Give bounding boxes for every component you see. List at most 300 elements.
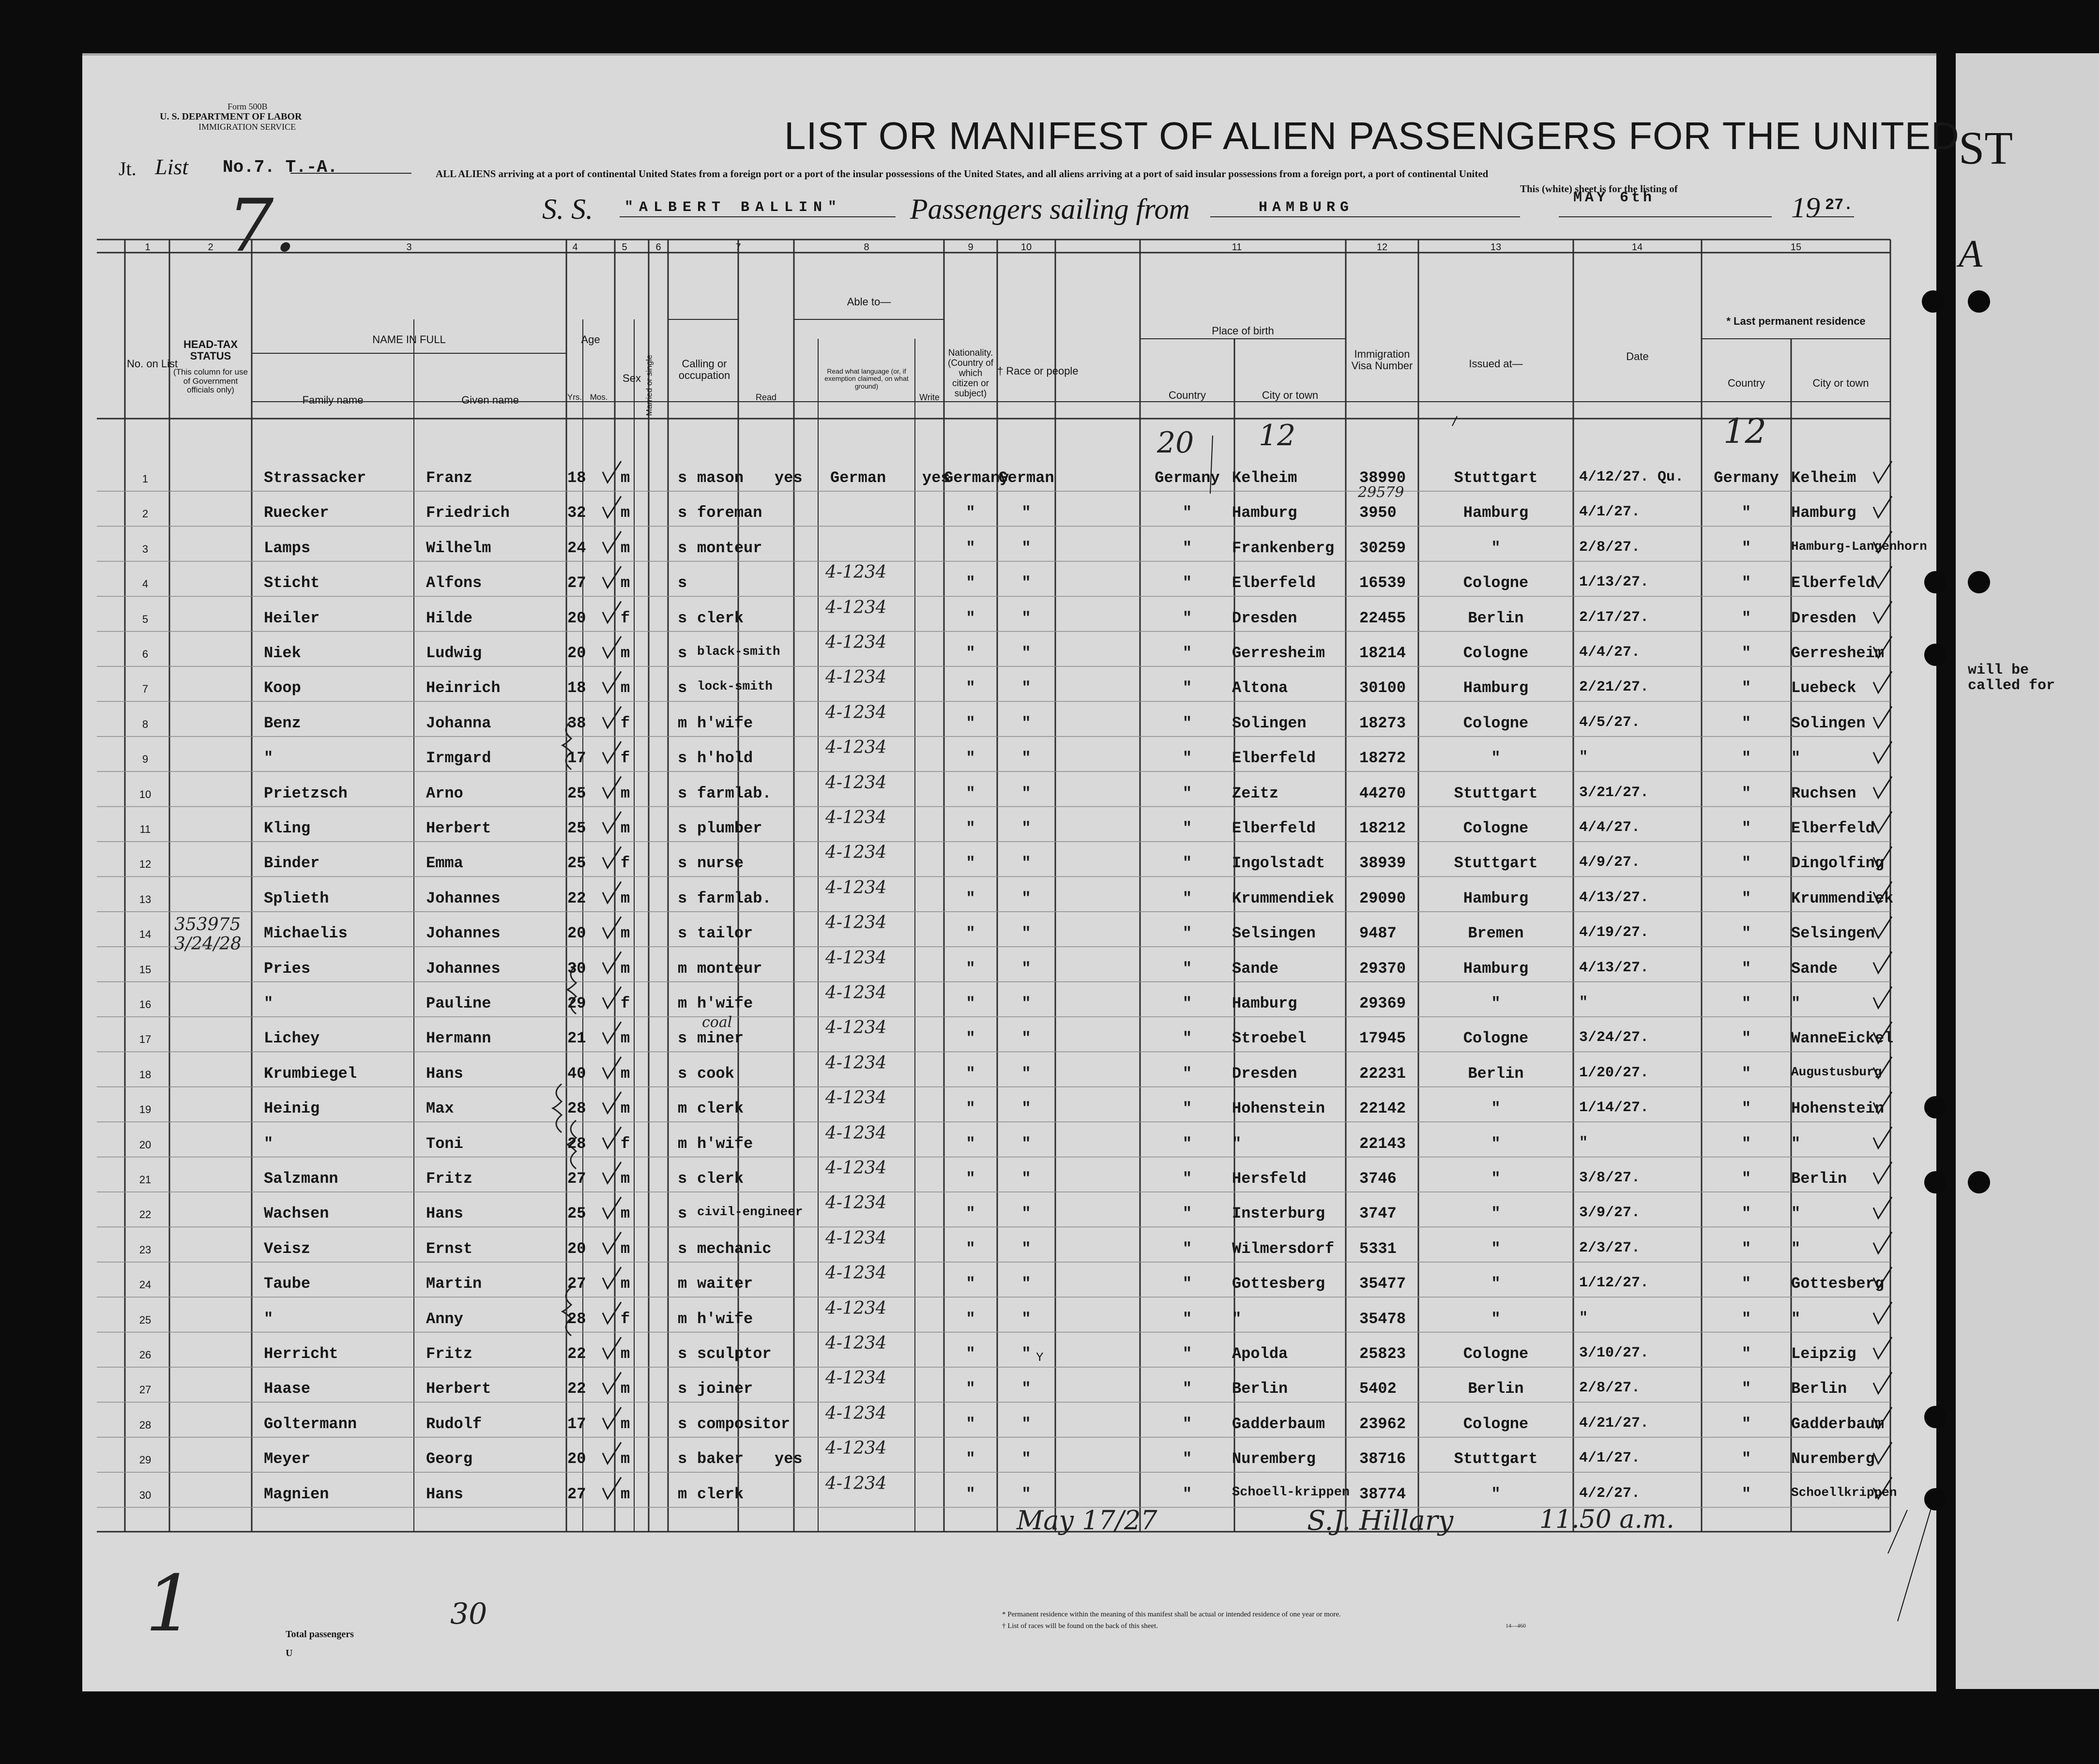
check-mark xyxy=(1873,917,1892,938)
given-name-cell: Hans xyxy=(426,1205,463,1223)
check-mark xyxy=(1873,952,1892,973)
birth-city-cell: Zeitz xyxy=(1232,784,1279,802)
check-mark xyxy=(603,812,621,833)
race-cell: " xyxy=(1021,1029,1031,1048)
footer-note-2: † List of races will be found on the back of this sheet. xyxy=(1002,1622,1158,1630)
occupation-cell: tailor xyxy=(697,924,753,943)
header-write: Write xyxy=(919,392,940,402)
check-mark xyxy=(1873,1372,1892,1393)
signature-date: May 17/27 xyxy=(1017,1505,1157,1536)
birth-city-cell: Gerresheim xyxy=(1232,644,1325,662)
issued-at-cell: Cologne xyxy=(1463,1415,1529,1433)
column-number: 8 xyxy=(864,242,869,253)
row-number: 21 xyxy=(139,1174,152,1186)
language-code-annotation: 4-1234 xyxy=(825,772,887,793)
header-read-language: Read what language (or, if exemption claimed, on what ground) xyxy=(824,367,909,390)
signature-name: S.J. Hillary xyxy=(1307,1505,1454,1537)
age-years-cell: 25 xyxy=(567,819,586,837)
check-mark xyxy=(1873,496,1892,517)
manifest-subtitle-1: ALL ALIENS arriving at a port of continental United States from a foreign port or a port of the insular possessions of the United States, and all aliens arriving at a port of said insular possessions from a foreign port, a port of continental United xyxy=(436,168,1489,180)
footer-total-label: Total passengers xyxy=(286,1629,354,1640)
given-name-cell: Friedrich xyxy=(426,504,510,522)
sailing-label: Passengers sailing from xyxy=(910,193,1190,225)
issued-at-cell: Cologne xyxy=(1463,1345,1529,1363)
check-mark xyxy=(603,1127,621,1148)
nationality-cell: " xyxy=(966,574,975,592)
residence-country-cell: " xyxy=(1741,679,1751,697)
sex-cell: m xyxy=(621,1064,630,1083)
check-mark xyxy=(603,1162,621,1183)
birth-country-cell: " xyxy=(1182,539,1192,557)
marital-status-cell: s xyxy=(678,574,687,592)
occupation-cell: compositor xyxy=(697,1415,791,1433)
nationality-cell: " xyxy=(966,504,975,522)
language-code-annotation: 4-1234 xyxy=(825,948,887,968)
given-name-cell: Hans xyxy=(426,1064,463,1083)
form-service: IMMIGRATION SERVICE xyxy=(198,122,296,132)
age-years-cell: 20 xyxy=(567,1450,586,1468)
read-cell: yes xyxy=(775,469,803,487)
occupation-cell: clerk xyxy=(697,1100,744,1118)
check-mark xyxy=(1873,671,1892,693)
column-number: 10 xyxy=(1020,242,1032,253)
check-mark xyxy=(603,1337,621,1358)
birth-country-cell: " xyxy=(1182,679,1192,697)
header-date: Date xyxy=(1626,350,1649,362)
row-number: 29 xyxy=(139,1454,152,1466)
occupation-cell: h'hold xyxy=(697,749,753,768)
race-cell: " xyxy=(1021,924,1031,943)
column-number: 1 xyxy=(145,242,151,253)
row-number: 30 xyxy=(139,1489,152,1501)
date-cell: 4/13/27. xyxy=(1579,959,1649,976)
birth-country-cell: " xyxy=(1182,1170,1192,1188)
birth-city-cell: Apolda xyxy=(1232,1345,1288,1363)
check-mark xyxy=(1873,1302,1892,1324)
sex-cell: m xyxy=(621,784,630,802)
visa-number-cell: 30259 xyxy=(1359,539,1406,557)
marital-status-cell: m xyxy=(678,959,687,978)
visa-number-cell: 16539 xyxy=(1359,574,1406,592)
marital-status-cell: s xyxy=(678,819,687,837)
marital-status-cell: s xyxy=(678,609,687,627)
residence-country-cell: " xyxy=(1741,1485,1751,1503)
family-name-cell: Taube xyxy=(264,1275,311,1293)
form-number: Form 500B xyxy=(228,102,268,111)
check-mark xyxy=(603,1302,621,1324)
row-number: 14 xyxy=(139,928,152,941)
nationality-cell: " xyxy=(966,1064,975,1083)
check-mark xyxy=(1873,987,1892,1008)
birth-country-cell: " xyxy=(1182,854,1192,873)
binding-hole xyxy=(1924,1488,1947,1510)
birth-city-cell: Berlin xyxy=(1232,1380,1288,1398)
header-read: Read xyxy=(755,392,777,402)
language-code-annotation: 4-1234 xyxy=(825,667,887,688)
race-cell: " xyxy=(1021,819,1031,837)
header-age: Age xyxy=(581,333,600,346)
birth-country-cell: " xyxy=(1182,924,1192,943)
age-years-cell: 25 xyxy=(567,784,586,802)
marital-status-cell: s xyxy=(678,1239,687,1258)
issued-at-cell: Cologne xyxy=(1463,1029,1529,1048)
birth-country-cell: " xyxy=(1182,1275,1192,1293)
race-cell: German xyxy=(998,469,1054,487)
residence-city-cell: WanneEickel xyxy=(1791,1029,1894,1048)
birth-city-cell: Nuremberg xyxy=(1232,1450,1316,1468)
occupation-cell: farmlab. xyxy=(697,889,772,907)
header-last-residence: * Last permanent residence xyxy=(1726,315,1866,327)
birth-country-cell: " xyxy=(1182,995,1192,1012)
residence-country-cell: " xyxy=(1741,1380,1751,1398)
nationality-cell: " xyxy=(966,1170,975,1188)
nationality-cell: " xyxy=(966,995,975,1012)
issued-at-cell: " xyxy=(1491,1310,1501,1328)
check-mark xyxy=(1873,1232,1892,1253)
check-mark xyxy=(1873,602,1892,623)
marital-status-cell: s xyxy=(678,644,687,662)
annotation-birth-city: 12 xyxy=(1259,419,1296,452)
marital-status-cell: m xyxy=(678,1134,687,1153)
occupation-cell: baker xyxy=(697,1450,744,1468)
issued-at-cell: Berlin xyxy=(1468,609,1524,627)
age-years-cell: 27 xyxy=(567,574,586,592)
list-prefix: Jt. xyxy=(119,158,137,180)
occupation-cell: mason xyxy=(697,469,744,487)
binding-hole xyxy=(1924,1171,1947,1193)
age-years-cell: 21 xyxy=(567,1029,586,1048)
header-given-name: Given name xyxy=(461,394,519,406)
annotation-visa-alt: 29579 xyxy=(1358,484,1404,501)
language-code-annotation: 4-1234 xyxy=(825,738,887,758)
family-name-cell: " xyxy=(264,749,274,768)
issued-at-cell: Stuttgart xyxy=(1454,784,1538,802)
date-cell: 1/13/27. xyxy=(1579,574,1649,591)
given-name-cell: Arno xyxy=(426,784,463,802)
check-mark xyxy=(1873,461,1892,482)
race-cell: " xyxy=(1021,1415,1031,1433)
sex-cell: f xyxy=(621,1134,630,1153)
binding-hole xyxy=(1968,571,1990,593)
family-name-cell: Sticht xyxy=(264,574,320,592)
age-years-cell: 24 xyxy=(567,539,586,557)
marital-status-cell: m xyxy=(678,1485,687,1503)
occupation-cell: mechanic xyxy=(697,1239,772,1258)
check-mark xyxy=(603,1197,621,1218)
birth-city-cell: Wilmersdorf xyxy=(1232,1239,1335,1258)
occupation-cell: lock-smith xyxy=(697,679,773,694)
race-cell: " xyxy=(1021,1100,1031,1118)
sex-cell: m xyxy=(621,679,630,697)
birth-city-cell: Sande xyxy=(1232,959,1279,978)
sex-cell: m xyxy=(621,889,630,907)
marital-status-cell: m xyxy=(678,714,687,732)
marital-status-cell: m xyxy=(678,1310,687,1328)
annotation-res-country: 12 xyxy=(1723,411,1767,451)
row-number: 27 xyxy=(139,1384,152,1396)
occupation-cell: h'wife xyxy=(697,714,753,732)
given-name-cell: Fritz xyxy=(426,1345,473,1363)
row-number: 7 xyxy=(142,683,149,695)
issued-at-cell: Berlin xyxy=(1468,1064,1524,1083)
occupation-cell: farmlab. xyxy=(697,784,772,802)
issued-at-cell: Cologne xyxy=(1463,714,1529,732)
visa-number-cell: 22455 xyxy=(1359,609,1406,627)
birth-city-cell: " xyxy=(1232,1310,1242,1328)
language-code-annotation: 4-1234 xyxy=(825,808,887,828)
date-cell: 3/10/27. xyxy=(1579,1345,1649,1361)
age-years-cell: 27 xyxy=(567,1275,586,1293)
visa-number-cell: 18212 xyxy=(1359,819,1406,837)
birth-country-cell: " xyxy=(1182,1029,1192,1048)
date-cell: " xyxy=(1579,749,1588,766)
header-res-city: City or town xyxy=(1812,377,1869,389)
residence-city-cell: Elberfeld xyxy=(1791,819,1875,837)
binding-hole xyxy=(1968,290,1990,313)
residence-city-cell: Dingolfing xyxy=(1791,854,1885,873)
row-number: 26 xyxy=(139,1349,152,1361)
marital-status-cell: s xyxy=(678,854,687,873)
header-res-country: Country xyxy=(1727,377,1765,389)
residence-country-cell: " xyxy=(1741,1029,1751,1048)
race-cell: " xyxy=(1021,539,1031,557)
date-cell: 1/20/27. xyxy=(1579,1064,1649,1081)
check-mark xyxy=(603,1092,621,1113)
birth-city-cell: Stroebel xyxy=(1232,1029,1307,1048)
birth-country-cell: " xyxy=(1182,959,1192,978)
family-name-cell: Strassacker xyxy=(264,469,366,487)
family-name-cell: Salzmann xyxy=(264,1170,338,1188)
column-number: 4 xyxy=(572,242,578,253)
marital-status-cell: s xyxy=(678,889,687,907)
check-mark xyxy=(1873,1127,1892,1148)
birth-country-cell: " xyxy=(1182,1310,1192,1328)
date-cell: 4/1/27. xyxy=(1579,504,1641,521)
occupation-cell: h'wife xyxy=(697,1310,753,1328)
given-name-cell: Hermann xyxy=(426,1029,491,1048)
header-birth-city: City or town xyxy=(1262,389,1319,401)
family-name-cell: Magnien xyxy=(264,1485,329,1503)
column-number: 9 xyxy=(968,242,973,253)
date-cell: 3/21/27. xyxy=(1579,784,1649,801)
given-name-cell: Emma xyxy=(426,854,463,873)
residence-city-cell: Dresden xyxy=(1791,609,1856,627)
residence-city-cell: " xyxy=(1791,749,1801,768)
birth-city-cell: Solingen xyxy=(1232,714,1307,732)
check-mark xyxy=(603,1057,621,1078)
check-mark xyxy=(1873,812,1892,833)
occupation-cell: clerk xyxy=(697,609,744,627)
manifest-title: LIST OR MANIFEST OF ALIEN PASSENGERS FOR THE UNITED xyxy=(784,114,1960,157)
nationality-cell: " xyxy=(966,854,975,873)
visa-number-cell: 29369 xyxy=(1359,995,1406,1012)
birth-country-cell: " xyxy=(1182,1064,1192,1083)
language-code-annotation: 4-1234 xyxy=(825,1438,887,1459)
birth-city-cell: Gottesberg xyxy=(1232,1275,1325,1293)
nationality-cell: " xyxy=(966,959,975,978)
residence-country-cell: " xyxy=(1741,995,1751,1012)
check-mark xyxy=(603,496,621,517)
sex-cell: f xyxy=(621,1310,630,1328)
given-name-cell: Johanna xyxy=(426,714,491,732)
sex-cell: m xyxy=(621,469,630,487)
header-place-of-birth: Place of birth xyxy=(1212,325,1274,337)
date-cell: 4/12/27. Qu. xyxy=(1579,469,1684,485)
race-cell: " xyxy=(1021,995,1031,1012)
issued-at-cell: " xyxy=(1491,1170,1501,1188)
language-code-annotation: 4-1234 xyxy=(825,702,887,723)
column-number: 13 xyxy=(1490,242,1502,253)
issued-at-cell: " xyxy=(1491,749,1501,768)
date-cell: " xyxy=(1579,995,1588,1011)
year-prefix: 19 xyxy=(1791,192,1820,224)
date-cell: 1/12/27. xyxy=(1579,1275,1649,1292)
race-cell: " xyxy=(1021,784,1031,802)
visa-number-cell: 38939 xyxy=(1359,854,1406,873)
annotation-head-tax-1: 353975 xyxy=(174,915,241,935)
residence-city-cell: Hohenstein xyxy=(1791,1100,1885,1118)
visa-number-cell: 18273 xyxy=(1359,714,1406,732)
residence-city-cell: Elberfeld xyxy=(1791,574,1875,592)
residence-city-cell: Gottesberg xyxy=(1791,1275,1885,1293)
age-years-cell: 28 xyxy=(567,1310,586,1328)
family-name-cell: Goltermann xyxy=(264,1415,357,1433)
visa-number-cell: 38716 xyxy=(1359,1450,1406,1468)
date-cell: 2/8/27. xyxy=(1579,539,1641,556)
residence-city-cell: Krummendiek xyxy=(1791,889,1894,907)
row-number: 9 xyxy=(142,753,149,766)
issued-at-cell: " xyxy=(1491,1275,1501,1293)
marital-status-cell: s xyxy=(678,469,687,487)
family-name-cell: Krumbiegel xyxy=(264,1064,357,1083)
residence-city-cell: Nuremberg xyxy=(1791,1450,1875,1468)
residence-country-cell: " xyxy=(1741,574,1751,592)
visa-number-cell: 30100 xyxy=(1359,679,1406,697)
row-number: 10 xyxy=(139,788,152,800)
residence-country-cell: " xyxy=(1741,714,1751,732)
visa-number-cell: 5402 xyxy=(1359,1380,1397,1398)
race-cell: " xyxy=(1021,1275,1031,1293)
given-name-cell: Ernst xyxy=(426,1239,473,1258)
age-years-cell: 20 xyxy=(567,644,586,662)
age-years-cell: 25 xyxy=(567,854,586,873)
visa-number-cell: 35478 xyxy=(1359,1310,1406,1328)
residence-city-cell: Hamburg xyxy=(1791,504,1856,522)
marital-status-cell: m xyxy=(678,1275,687,1293)
check-mark xyxy=(1873,1197,1892,1218)
nationality-cell: " xyxy=(966,714,975,732)
binding-hole xyxy=(1922,290,1944,313)
given-name-cell: Georg xyxy=(426,1450,473,1468)
sex-cell: f xyxy=(621,609,630,627)
language-code-annotation: 4-1234 xyxy=(825,1368,887,1388)
issued-at-cell: Berlin xyxy=(1468,1380,1524,1398)
race-cell: " xyxy=(1021,679,1031,697)
check-mark xyxy=(603,531,621,553)
visa-number-cell: 38774 xyxy=(1359,1485,1406,1503)
birth-city-cell: Krummendiek xyxy=(1232,889,1335,907)
date-cell: 3/24/27. xyxy=(1579,1029,1649,1046)
check-mark xyxy=(603,987,621,1008)
language-code-annotation: 4-1234 xyxy=(825,1473,887,1493)
marital-status-cell: s xyxy=(678,1345,687,1363)
check-mark xyxy=(603,952,621,973)
header-yrs: Yrs. xyxy=(567,392,582,402)
family-name-cell: " xyxy=(264,995,274,1012)
residence-city-cell: Gerresheim xyxy=(1791,644,1885,662)
race-cell: " xyxy=(1021,609,1031,627)
age-years-cell: 20 xyxy=(567,1239,586,1258)
residence-country-cell: " xyxy=(1741,504,1751,522)
check-mark xyxy=(1873,1442,1892,1463)
birth-country-cell: " xyxy=(1182,1205,1192,1223)
visa-number-cell: 35477 xyxy=(1359,1275,1406,1293)
column-number: 14 xyxy=(1631,242,1643,253)
family-name-cell: Herricht xyxy=(264,1345,338,1363)
residence-city-cell: " xyxy=(1791,1134,1801,1153)
given-name-cell: Irmgard xyxy=(426,749,491,768)
visa-number-cell: 25823 xyxy=(1359,1345,1406,1363)
annotation-will-be-called: will be called for xyxy=(1968,662,2055,694)
sex-cell: m xyxy=(621,819,630,837)
row-number: 8 xyxy=(142,718,149,730)
column-number: 5 xyxy=(622,242,627,253)
row-number: 1 xyxy=(142,473,149,485)
row-number: 6 xyxy=(142,648,149,660)
handwritten-list-number: 7. xyxy=(228,184,297,268)
nationality-cell: " xyxy=(966,889,975,907)
residence-city-cell: Gadderbaum xyxy=(1791,1415,1885,1433)
date-cell: " xyxy=(1579,1310,1588,1327)
sex-cell: f xyxy=(621,749,630,768)
nationality-cell: " xyxy=(966,644,975,662)
age-years-cell: 22 xyxy=(567,1345,586,1363)
birth-country-cell: " xyxy=(1182,1485,1192,1503)
marital-status-cell: s xyxy=(678,539,687,557)
language-code-annotation: 4-1234 xyxy=(825,1053,887,1073)
departure-port: HAMBURG xyxy=(1259,199,1354,216)
row-number: 17 xyxy=(139,1033,152,1046)
age-years-cell: 27 xyxy=(567,1170,586,1188)
birth-country-cell: " xyxy=(1182,1239,1192,1258)
check-mark xyxy=(603,1372,621,1393)
marital-status-cell: m xyxy=(678,1100,687,1118)
language-code-annotation: 4-1234 xyxy=(825,913,887,933)
family-name-cell: Prietzsch xyxy=(264,784,348,802)
residence-country-cell: " xyxy=(1741,1345,1751,1363)
residence-city-cell: Berlin xyxy=(1791,1170,1847,1188)
binding-hole xyxy=(1968,1171,1990,1193)
column-number: 3 xyxy=(406,242,412,253)
issued-at-cell: Hamburg xyxy=(1463,959,1529,978)
sex-cell: m xyxy=(621,959,630,978)
check-mark xyxy=(603,917,621,938)
list-label: List xyxy=(155,154,189,179)
residence-city-cell: " xyxy=(1791,1239,1801,1258)
visa-number-cell: 29370 xyxy=(1359,959,1406,978)
residence-city-cell: Luebeck xyxy=(1791,679,1856,697)
language-code-annotation: 4-1234 xyxy=(825,877,887,898)
family-name-cell: Lichey xyxy=(264,1029,320,1048)
binding-hole xyxy=(1924,1096,1947,1118)
residence-city-cell: Ruchsen xyxy=(1791,784,1856,802)
header-sex: Sex xyxy=(623,372,641,384)
race-cell: " xyxy=(1021,1380,1031,1398)
list-number: No.7. T.-A. xyxy=(223,157,338,177)
marital-status-cell: s xyxy=(678,679,687,697)
occupation-cell: civil-engineer xyxy=(697,1205,803,1220)
residence-city-cell: Selsingen xyxy=(1791,924,1875,943)
